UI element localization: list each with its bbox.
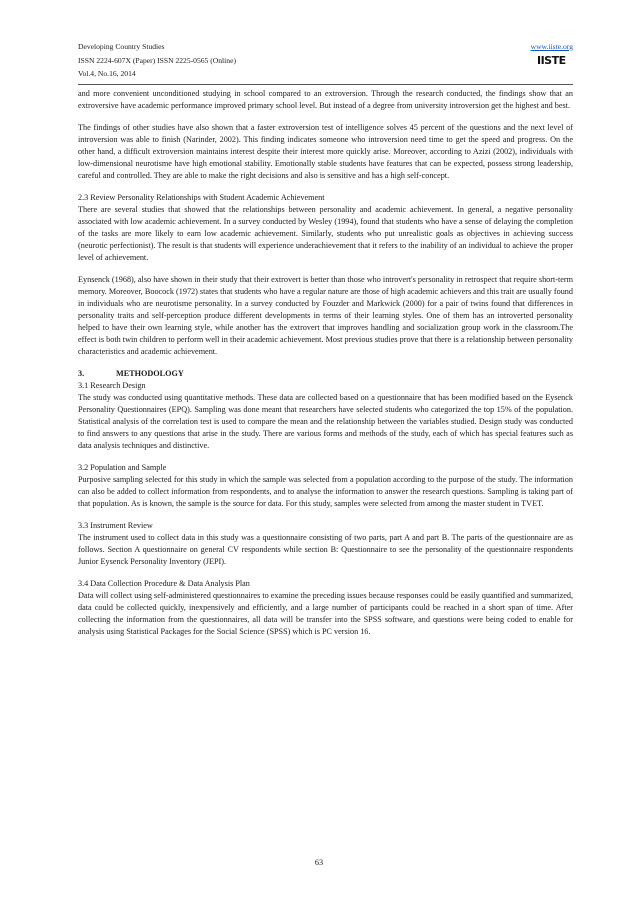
paragraph: The findings of other studies have also shown that a faster extroversion test of intelligence solves 45 percent of the questions and the next level of introversion was able to finish (Narinder, 2002). This finding indicates someone who introversion need time to get the speed and progress. On the other hand, a difficult extroversion maintains interest despite their interest more quickly arise. Moreover, according to Azizi (2002), individuals with low-dimensional neurotisme have high emotional stability. Emotionally stable students have features that can be expected, possess strong leadership, careful and controlled. They are able to make the right decisions and also is sensitive and has a high self-concept. [78, 123, 573, 180]
page-number: 63 [314, 858, 324, 867]
page-header [78, 40, 573, 81]
section-heading-2-3: 2.3 Review Personality Relationships with Student Academic Achievement [78, 193, 325, 203]
journal-url-link[interactable]: www.iiste.org [530, 42, 573, 51]
journal-name: Developing Country Studies [78, 42, 165, 51]
paragraph: The study was conducted using quantitative methods. These data are collected based on a questionnaire that has been modified based on the Eysenck Personality Questionnaires (EPQ). Sampling was done meant that researchers have selected students who categorized the top 15% of the population. Statistical analysis of the correlation test is used to compare the mean and the relationship between the variables studied. Design study was conducted to find answers to any questions that arise in the study. There are various forms and methods of the study, each of which has special features such as data analysis techniques and distinctive. [78, 392, 573, 450]
section-number: 3. [78, 369, 85, 379]
iiste-logo [537, 52, 565, 70]
section-heading-3-1: 3.1 Research Design [78, 381, 146, 391]
paragraph: The instrument used to collect data in this study was a questionnaire consisting of two parts, part A and part B. The parts of the questionnaire are as follows. Section A questionnaire on general CV respondents while section B: Questionnaire to see the personality of the questionnaire respondents Junior Eysenck Personality Inventory (JEPI). [78, 533, 573, 566]
section-heading-3-2: 3.2 Population and Sample [78, 462, 167, 472]
volume-line: Vol.4, No.16, 2014 [78, 69, 136, 78]
logo-text: IISTE [537, 54, 566, 67]
page-body [78, 88, 573, 648]
paragraph: There are several studies that showed that the relationships between personality and academic achievement. In general, a negative personality associated with low academic achievement. In a survey conducted by Wesley (1994), found that students who have a sense of delaying the completion of the tasks are more likely to earn low academic achievement. Similarly, students who put unrealistic goals as objectives in achieving success (neurotic perfectionist). The result is that students will experience underachievement that it refers to the inability of an individual to achieve the proper level of achievement. [78, 205, 573, 262]
header-divider [78, 84, 573, 85]
paragraph: Purposive sampling selected for this study in which the sample was selected from a population according to the purpose of the study. The information can also be added to collect information from respondents, and to analyse the information to answer the research questions. Sampling is taking part of that population. As is known, the sample is the source for data. For this study, samples were selected from among the master student in TVET. [78, 474, 573, 508]
paragraph: Eynsenck (1968), also have shown in their study that their extrovert is better than those who introvert's personality in retrospect that require short-term memory. Moreover, Boocock (1972) states that students who have a regular nature are those of high academic achievers and this trait are usually found in individuals who are neurotisme personality. In a survey conducted by Fouzder and Markwick (2000) for a pair of twins found that differences in personality traits and self-perception produce different developments in terms of their learning styles. One of them has an introverted personality helped to have their own learning style, while another has the extrovert that improves handling and socialization group work in the classroom.The effect is both twin children to perform well in their academic achievement. Most previous studies prove that there is a relationship between personality characteristics and academic achievement. [78, 275, 573, 356]
paragraph: Data will collect using self-administered questionnaires to examine the preceding issues because responses could be easily quantified and summarized, data could be collected quickly, inexpensively and efficiently, and a large number of participants could be reached in a short span of time. After collecting the information from the questionnaires, all data will be transfer into the SPSS software, and questions were being coded to enable for analysis using Statistical Packages for the Social Science (SPSS) which is PC version 16. [78, 591, 573, 636]
paragraph: and more convenient unconditioned studying in school compared to an extroversion. Through the research conducted, the findings show that an extroversive have academic performance improved primary school level. But instead of a degree from university introversion get the highest and best. [78, 89, 573, 110]
section-title-methodology [78, 368, 573, 380]
section-title-text: METHODOLOGY [116, 369, 184, 379]
section-heading-3-3: 3.3 Instrument Review [78, 521, 153, 531]
issn-line: ISSN 2224-607X (Paper) ISSN 2225-0565 (Online) [78, 55, 236, 65]
section-heading-3-4: 3.4 Data Collection Procedure & Data Analysis Plan [78, 579, 250, 589]
